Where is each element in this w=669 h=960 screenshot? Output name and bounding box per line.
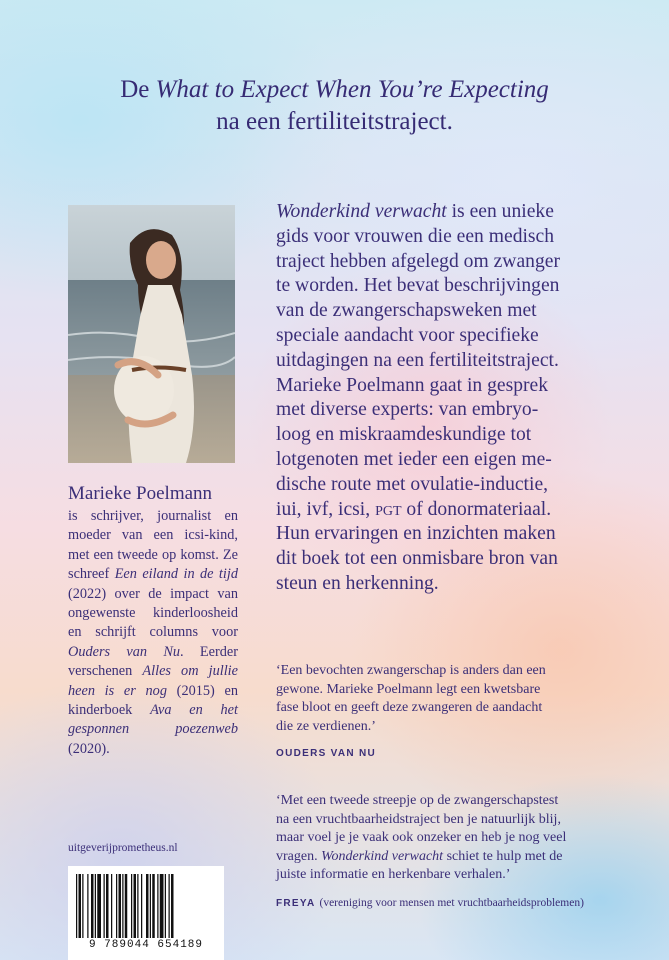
blurb-text: of donormateriaal. (401, 498, 552, 520)
barcode-bar (134, 874, 137, 938)
publisher-website[interactable]: uitgeverijprometheus.nl (68, 842, 178, 854)
blurb-abbreviation: pgt (375, 498, 402, 520)
quote-source-name: FREYA (276, 897, 316, 909)
barcode-bar (141, 874, 142, 938)
barcode-bar (79, 874, 82, 938)
blurb-line: uitdagingen na een fertiliteitstraject. (276, 349, 559, 371)
blurb-line: met diverse experts: van embryo- (276, 399, 539, 421)
barcode-bar (146, 874, 149, 938)
barcode-bar (104, 874, 105, 938)
blurb-line: loog en miskraamdeskundige tot (276, 424, 532, 446)
barcode-bar (150, 874, 151, 938)
blurb-line: dit boek tot een onmisbare bron van (276, 548, 558, 570)
quote-line: na een vruchtbaarheidstraject ben je natuurlijk blij, (276, 811, 561, 827)
quote-line: fase bloot en geeft deze zwangeren de aandacht (276, 700, 543, 716)
barcode-bar (76, 874, 77, 938)
barcode-bar (82, 874, 83, 938)
quote-source-note: (vereniging voor mensen met vruchtbaarheidsproblemen) (319, 896, 584, 909)
barcode-bar (160, 874, 164, 938)
quote-line: maar voel je je vaak ook onzeker en heb je nog veel (276, 830, 567, 846)
barcode-bar (165, 874, 166, 938)
book-blurb (276, 200, 616, 597)
barcode-bar (119, 874, 122, 938)
tagline-line-1 (0, 74, 669, 106)
author-bio (68, 507, 238, 759)
quote-source: OUDERS VAN NU (276, 748, 377, 760)
blurb-line: speciale aandacht voor specifieke (276, 324, 539, 346)
barcode-bar (125, 874, 128, 938)
review-quote-ouders-van-nu (276, 662, 616, 764)
blurb-line: te worden. Het bevat beschrijvingen (276, 275, 560, 297)
tagline-line-2: na een fertiliteitstraject. (216, 108, 453, 135)
blurb-line (276, 200, 616, 225)
quote-line: juiste informatie en herkenbare verhalen.’ (276, 867, 511, 883)
review-quote-freya (276, 792, 616, 914)
author-bio-text: (2022) over de impact van ongewenste kinderloosheid en schrijft columns voor (68, 585, 238, 641)
blurb-line: steun en herkenning. (276, 572, 439, 594)
author-bio-text: . Eerder verschenen (68, 643, 238, 680)
barcode-bar (91, 874, 94, 938)
quote-line: die ze verdienen.’ (276, 718, 376, 734)
blurb-line: gids voor vrouwen die een medisch (276, 225, 555, 247)
blurb-line: Marieke Poelmann gaat in gesprek (276, 374, 549, 396)
barcode-bar (137, 874, 138, 938)
author-photo (68, 205, 235, 463)
barcode-bar (97, 874, 101, 938)
barcode-bars (76, 874, 216, 938)
author-bio-text: is schrijver, journalist en moeder van een icsi-kind, met een tweede op komst. Ze schreef (68, 508, 238, 583)
barcode-bar (122, 874, 123, 938)
barcode-bar (95, 874, 96, 938)
barcode-bar (106, 874, 109, 938)
blurb-book-title: Wonderkind verwacht (276, 201, 447, 222)
blurb-text: is een unieke (446, 201, 554, 222)
tagline-book-title: What to Expect When You’re Expecting (155, 76, 549, 103)
isbn-digits: 9 789044 654189 (88, 939, 204, 951)
quote-line: ‘Een bevochten zwangerschap is anders dan een (276, 663, 546, 678)
author-book-title: Een eiland in de tijd (114, 566, 238, 583)
tagline (0, 74, 669, 138)
quote-line: gewone. Marieke Poelmann legt een kwetsbare (276, 681, 541, 697)
author-name: Marieke Poelmann (68, 483, 213, 504)
quote-line: ‘Met een tweede streepje op de zwangerschapstest (276, 793, 559, 808)
tagline-prefix: De (120, 76, 156, 103)
author-photo-image (68, 205, 235, 463)
blurb-line: van de zwangerschapsweken met (276, 300, 537, 322)
author-bio-text: (2020). (68, 740, 110, 757)
barcode-bar (171, 874, 174, 938)
barcode-bar (157, 874, 158, 938)
author-book-title: Alles om jullie heen is er nog (68, 663, 238, 699)
barcode-bar (87, 874, 88, 938)
isbn-barcode (68, 866, 224, 960)
blurb-line: traject hebben afgelegd om zwanger (276, 250, 560, 272)
barcode-bar (169, 874, 170, 938)
quote-book-title: Wonderkind verwacht (321, 848, 444, 864)
author-magazine-title: Ouders van Nu (68, 643, 181, 660)
quote-text: schiet te hulp met de (443, 848, 563, 864)
blurb-text: iui, ivf, icsi, (276, 498, 376, 520)
author-bio-text: (2015) en kinderboek (68, 682, 238, 719)
quote-text: vragen. (276, 848, 322, 864)
blurb-line (276, 498, 616, 523)
barcode-bar (111, 874, 112, 938)
quote-line (276, 848, 616, 867)
blurb-line: lotgenoten met ieder een eigen me- (276, 448, 552, 470)
quote-source (276, 894, 616, 914)
author-book-title: Ava en het gesponnen poezenweb (68, 702, 238, 738)
barcode-bar (116, 874, 117, 938)
barcode-bar (131, 874, 132, 938)
barcode-bar (152, 874, 155, 938)
blurb-line: dische route met ovulatie-inductie, (276, 473, 549, 495)
blurb-line: Hun ervaringen en inzichten maken (276, 523, 556, 545)
